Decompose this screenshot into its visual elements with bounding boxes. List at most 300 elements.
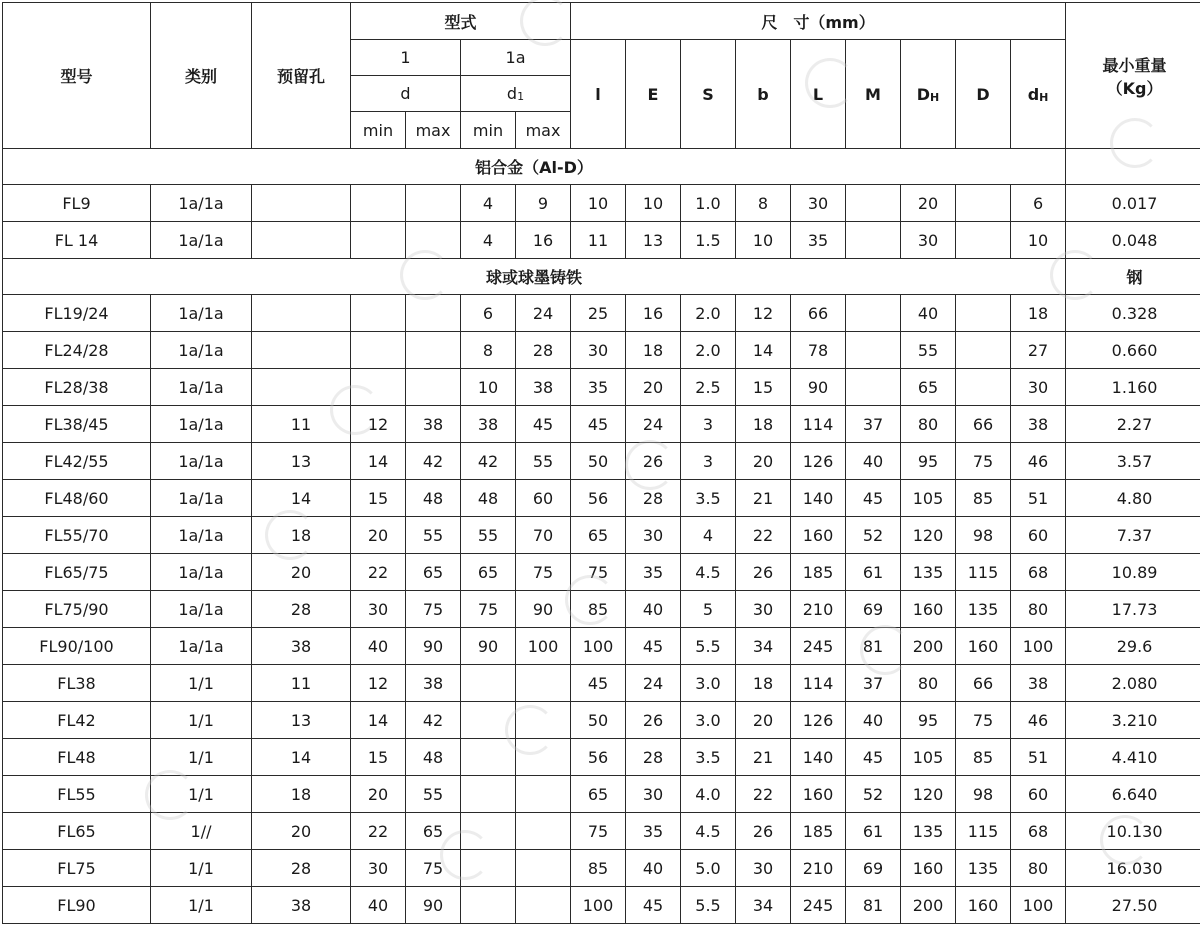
value-cell bbox=[516, 665, 571, 702]
table-row bbox=[3, 739, 1200, 776]
value-cell: 27.50 bbox=[1066, 887, 1200, 924]
header-dim-l: l bbox=[571, 40, 626, 149]
value-cell: 50 bbox=[571, 702, 626, 739]
value-cell bbox=[406, 222, 461, 259]
value-cell: 75 bbox=[461, 591, 516, 628]
value-cell: 200 bbox=[901, 887, 956, 924]
value-cell bbox=[846, 295, 901, 332]
header-d: d bbox=[351, 76, 461, 112]
value-cell: 20 bbox=[252, 813, 351, 850]
value-cell bbox=[846, 185, 901, 222]
value-cell: 85 bbox=[956, 739, 1011, 776]
value-cell: 60 bbox=[1011, 776, 1066, 813]
value-cell: 24 bbox=[516, 295, 571, 332]
value-cell: 13 bbox=[626, 222, 681, 259]
value-cell bbox=[461, 776, 516, 813]
value-cell: 30 bbox=[736, 591, 791, 628]
value-cell: 10.89 bbox=[1066, 554, 1200, 591]
value-cell: 20 bbox=[901, 185, 956, 222]
category-cell: 1/1 bbox=[151, 702, 252, 739]
value-cell: 4.5 bbox=[681, 813, 736, 850]
value-cell bbox=[516, 739, 571, 776]
value-cell: 26 bbox=[626, 443, 681, 480]
value-cell bbox=[516, 813, 571, 850]
header-category: 类别 bbox=[151, 3, 252, 149]
value-cell: 80 bbox=[1011, 591, 1066, 628]
value-cell: 46 bbox=[1011, 702, 1066, 739]
category-cell: 1// bbox=[151, 813, 252, 850]
value-cell: 66 bbox=[956, 665, 1011, 702]
header-dim-L: L bbox=[791, 40, 846, 149]
value-cell: 48 bbox=[461, 480, 516, 517]
value-cell: 4.0 bbox=[681, 776, 736, 813]
category-cell: 1a/1a bbox=[151, 517, 252, 554]
value-cell: 185 bbox=[791, 813, 846, 850]
value-cell bbox=[461, 702, 516, 739]
value-cell: 61 bbox=[846, 554, 901, 591]
value-cell: 65 bbox=[406, 554, 461, 591]
value-cell: 45 bbox=[571, 406, 626, 443]
table-row bbox=[3, 332, 1200, 369]
value-cell: 30 bbox=[791, 185, 846, 222]
value-cell: 65 bbox=[406, 813, 461, 850]
value-cell: 40 bbox=[901, 295, 956, 332]
model-cell: FL65/75 bbox=[3, 554, 151, 591]
value-cell: 1.5 bbox=[681, 222, 736, 259]
value-cell: 10.130 bbox=[1066, 813, 1200, 850]
value-cell: 55 bbox=[901, 332, 956, 369]
value-cell: 30 bbox=[626, 517, 681, 554]
table-row bbox=[3, 591, 1200, 628]
value-cell: 17.73 bbox=[1066, 591, 1200, 628]
value-cell: 114 bbox=[791, 406, 846, 443]
section-header-row bbox=[3, 259, 1200, 295]
model-cell: FL48/60 bbox=[3, 480, 151, 517]
value-cell: 42 bbox=[461, 443, 516, 480]
value-cell: 60 bbox=[516, 480, 571, 517]
value-cell: 140 bbox=[791, 739, 846, 776]
value-cell: 48 bbox=[406, 480, 461, 517]
header-model: 型号 bbox=[3, 3, 151, 149]
value-cell: 40 bbox=[626, 850, 681, 887]
category-cell: 1/1 bbox=[151, 776, 252, 813]
value-cell: 20 bbox=[736, 702, 791, 739]
table-body bbox=[3, 149, 1200, 924]
value-cell: 0.048 bbox=[1066, 222, 1200, 259]
header-d-max: max bbox=[406, 112, 461, 149]
value-cell: 65 bbox=[901, 369, 956, 406]
value-cell: 14 bbox=[252, 739, 351, 776]
value-cell: 185 bbox=[791, 554, 846, 591]
value-cell: 65 bbox=[571, 776, 626, 813]
value-cell: 20 bbox=[252, 554, 351, 591]
value-cell bbox=[406, 185, 461, 222]
value-cell: 11 bbox=[252, 665, 351, 702]
model-cell: FL48 bbox=[3, 739, 151, 776]
value-cell: 55 bbox=[406, 776, 461, 813]
value-cell bbox=[406, 332, 461, 369]
value-cell: 38 bbox=[252, 887, 351, 924]
value-cell bbox=[461, 850, 516, 887]
value-cell: 105 bbox=[901, 739, 956, 776]
category-cell: 1a/1a bbox=[151, 554, 252, 591]
value-cell: 30 bbox=[571, 332, 626, 369]
value-cell: 40 bbox=[626, 591, 681, 628]
header-dim-dH: dH bbox=[1011, 40, 1066, 149]
model-cell: FL42/55 bbox=[3, 443, 151, 480]
header-min-weight bbox=[1066, 3, 1200, 149]
value-cell: 40 bbox=[351, 628, 406, 665]
table-row bbox=[3, 813, 1200, 850]
value-cell: 11 bbox=[571, 222, 626, 259]
value-cell: 85 bbox=[571, 850, 626, 887]
value-cell: 100 bbox=[571, 887, 626, 924]
header-form: 型式 bbox=[351, 3, 571, 40]
value-cell: 30 bbox=[736, 850, 791, 887]
value-cell: 14 bbox=[351, 702, 406, 739]
value-cell: 30 bbox=[901, 222, 956, 259]
value-cell: 10 bbox=[461, 369, 516, 406]
value-cell: 14 bbox=[736, 332, 791, 369]
value-cell: 95 bbox=[901, 702, 956, 739]
value-cell: 20 bbox=[626, 369, 681, 406]
value-cell: 29.6 bbox=[1066, 628, 1200, 665]
value-cell: 0.017 bbox=[1066, 185, 1200, 222]
value-cell: 6.640 bbox=[1066, 776, 1200, 813]
category-cell: 1a/1a bbox=[151, 480, 252, 517]
value-cell: 37 bbox=[846, 665, 901, 702]
section-header-row bbox=[3, 149, 1200, 185]
category-cell: 1/1 bbox=[151, 739, 252, 776]
value-cell: 21 bbox=[736, 739, 791, 776]
value-cell: 22 bbox=[351, 813, 406, 850]
header-dim-M: M bbox=[846, 40, 901, 149]
value-cell: 50 bbox=[571, 443, 626, 480]
value-cell: 42 bbox=[406, 702, 461, 739]
value-cell: 38 bbox=[516, 369, 571, 406]
value-cell bbox=[351, 295, 406, 332]
value-cell: 135 bbox=[956, 850, 1011, 887]
category-cell: 1a/1a bbox=[151, 628, 252, 665]
value-cell: 135 bbox=[901, 554, 956, 591]
value-cell: 45 bbox=[571, 665, 626, 702]
value-cell bbox=[516, 850, 571, 887]
value-cell: 85 bbox=[956, 480, 1011, 517]
value-cell: 55 bbox=[461, 517, 516, 554]
value-cell: 126 bbox=[791, 702, 846, 739]
value-cell bbox=[351, 332, 406, 369]
value-cell bbox=[252, 332, 351, 369]
value-cell bbox=[956, 332, 1011, 369]
value-cell: 3 bbox=[681, 443, 736, 480]
value-cell: 140 bbox=[791, 480, 846, 517]
value-cell: 45 bbox=[626, 628, 681, 665]
value-cell: 100 bbox=[1011, 628, 1066, 665]
value-cell: 35 bbox=[571, 369, 626, 406]
value-cell: 245 bbox=[791, 628, 846, 665]
model-cell: FL55/70 bbox=[3, 517, 151, 554]
value-cell: 115 bbox=[956, 813, 1011, 850]
table-row bbox=[3, 480, 1200, 517]
value-cell: 4.410 bbox=[1066, 739, 1200, 776]
category-cell: 1/1 bbox=[151, 887, 252, 924]
header-form-1a: 1a bbox=[461, 40, 571, 76]
value-cell: 6 bbox=[461, 295, 516, 332]
header-dim-b: b bbox=[736, 40, 791, 149]
value-cell: 1.160 bbox=[1066, 369, 1200, 406]
value-cell: 10 bbox=[1011, 222, 1066, 259]
value-cell: 56 bbox=[571, 739, 626, 776]
model-cell: FL65 bbox=[3, 813, 151, 850]
value-cell: 28 bbox=[626, 480, 681, 517]
value-cell: 95 bbox=[901, 443, 956, 480]
category-cell: 1a/1a bbox=[151, 369, 252, 406]
value-cell bbox=[956, 222, 1011, 259]
value-cell: 60 bbox=[1011, 517, 1066, 554]
value-cell: 135 bbox=[956, 591, 1011, 628]
value-cell: 160 bbox=[791, 517, 846, 554]
value-cell: 16.030 bbox=[1066, 850, 1200, 887]
header-d-min: min bbox=[351, 112, 406, 149]
value-cell: 5.0 bbox=[681, 850, 736, 887]
table-row bbox=[3, 406, 1200, 443]
model-cell: FL28/38 bbox=[3, 369, 151, 406]
value-cell bbox=[406, 369, 461, 406]
value-cell: 2.080 bbox=[1066, 665, 1200, 702]
value-cell: 81 bbox=[846, 887, 901, 924]
header-d1-min: min bbox=[461, 112, 516, 149]
value-cell bbox=[846, 332, 901, 369]
category-cell: 1a/1a bbox=[151, 406, 252, 443]
value-cell: 115 bbox=[956, 554, 1011, 591]
value-cell: 4.80 bbox=[1066, 480, 1200, 517]
value-cell: 120 bbox=[901, 517, 956, 554]
value-cell: 90 bbox=[516, 591, 571, 628]
value-cell: 7.37 bbox=[1066, 517, 1200, 554]
category-cell: 1a/1a bbox=[151, 222, 252, 259]
model-cell: FL42 bbox=[3, 702, 151, 739]
value-cell: 16 bbox=[516, 222, 571, 259]
value-cell: 56 bbox=[571, 480, 626, 517]
value-cell: 38 bbox=[461, 406, 516, 443]
value-cell: 34 bbox=[736, 887, 791, 924]
value-cell: 15 bbox=[351, 480, 406, 517]
model-cell: FL9 bbox=[3, 185, 151, 222]
model-cell: FL 14 bbox=[3, 222, 151, 259]
value-cell: 12 bbox=[351, 665, 406, 702]
value-cell: 52 bbox=[846, 776, 901, 813]
table-row bbox=[3, 665, 1200, 702]
value-cell: 40 bbox=[846, 702, 901, 739]
value-cell: 80 bbox=[901, 665, 956, 702]
value-cell: 98 bbox=[956, 517, 1011, 554]
value-cell: 75 bbox=[956, 702, 1011, 739]
value-cell bbox=[516, 702, 571, 739]
value-cell: 30 bbox=[351, 591, 406, 628]
value-cell: 2.5 bbox=[681, 369, 736, 406]
value-cell: 70 bbox=[516, 517, 571, 554]
value-cell: 28 bbox=[252, 591, 351, 628]
value-cell: 5.5 bbox=[681, 628, 736, 665]
value-cell: 100 bbox=[1011, 887, 1066, 924]
value-cell: 27 bbox=[1011, 332, 1066, 369]
table-row bbox=[3, 185, 1200, 222]
value-cell: 48 bbox=[406, 739, 461, 776]
value-cell: 210 bbox=[791, 591, 846, 628]
value-cell bbox=[351, 369, 406, 406]
value-cell: 38 bbox=[1011, 665, 1066, 702]
value-cell: 3.5 bbox=[681, 480, 736, 517]
value-cell: 61 bbox=[846, 813, 901, 850]
value-cell: 55 bbox=[516, 443, 571, 480]
category-cell: 1a/1a bbox=[151, 185, 252, 222]
value-cell: 9 bbox=[516, 185, 571, 222]
value-cell: 12 bbox=[351, 406, 406, 443]
value-cell: 15 bbox=[736, 369, 791, 406]
value-cell: 20 bbox=[351, 517, 406, 554]
value-cell: 28 bbox=[516, 332, 571, 369]
value-cell: 24 bbox=[626, 406, 681, 443]
value-cell: 18 bbox=[736, 665, 791, 702]
value-cell: 160 bbox=[901, 850, 956, 887]
value-cell: 55 bbox=[406, 517, 461, 554]
value-cell bbox=[351, 185, 406, 222]
model-cell: FL19/24 bbox=[3, 295, 151, 332]
value-cell: 35 bbox=[791, 222, 846, 259]
value-cell: 20 bbox=[736, 443, 791, 480]
value-cell: 3.210 bbox=[1066, 702, 1200, 739]
model-cell: FL90 bbox=[3, 887, 151, 924]
value-cell: 8 bbox=[461, 332, 516, 369]
category-cell: 1a/1a bbox=[151, 443, 252, 480]
category-cell: 1/1 bbox=[151, 850, 252, 887]
value-cell: 66 bbox=[956, 406, 1011, 443]
value-cell: 12 bbox=[736, 295, 791, 332]
value-cell: 13 bbox=[252, 702, 351, 739]
header-dim-E: E bbox=[626, 40, 681, 149]
value-cell: 114 bbox=[791, 665, 846, 702]
model-cell: FL24/28 bbox=[3, 332, 151, 369]
value-cell: 75 bbox=[571, 554, 626, 591]
value-cell bbox=[406, 295, 461, 332]
value-cell: 90 bbox=[461, 628, 516, 665]
value-cell: 69 bbox=[846, 591, 901, 628]
value-cell bbox=[846, 222, 901, 259]
value-cell: 6 bbox=[1011, 185, 1066, 222]
value-cell: 160 bbox=[791, 776, 846, 813]
value-cell: 45 bbox=[846, 739, 901, 776]
value-cell: 0.660 bbox=[1066, 332, 1200, 369]
value-cell: 3.5 bbox=[681, 739, 736, 776]
table-row bbox=[3, 628, 1200, 665]
value-cell: 65 bbox=[571, 517, 626, 554]
section-side-label: 钢 bbox=[1066, 259, 1200, 295]
value-cell: 160 bbox=[956, 628, 1011, 665]
table-row bbox=[3, 369, 1200, 406]
header-weight-label: 最小重量 bbox=[1102, 55, 1167, 75]
header-dim-S: S bbox=[681, 40, 736, 149]
table-row bbox=[3, 850, 1200, 887]
value-cell: 78 bbox=[791, 332, 846, 369]
value-cell: 10 bbox=[736, 222, 791, 259]
value-cell bbox=[252, 295, 351, 332]
category-cell: 1a/1a bbox=[151, 332, 252, 369]
value-cell: 4 bbox=[681, 517, 736, 554]
value-cell: 30 bbox=[1011, 369, 1066, 406]
value-cell: 40 bbox=[351, 887, 406, 924]
value-cell: 35 bbox=[626, 813, 681, 850]
value-cell: 51 bbox=[1011, 480, 1066, 517]
value-cell: 90 bbox=[791, 369, 846, 406]
value-cell: 51 bbox=[1011, 739, 1066, 776]
value-cell: 21 bbox=[736, 480, 791, 517]
value-cell: 4 bbox=[461, 185, 516, 222]
value-cell: 100 bbox=[516, 628, 571, 665]
value-cell: 2.0 bbox=[681, 332, 736, 369]
value-cell bbox=[461, 813, 516, 850]
value-cell: 25 bbox=[571, 295, 626, 332]
value-cell: 16 bbox=[626, 295, 681, 332]
value-cell: 245 bbox=[791, 887, 846, 924]
header-dim-DH: DH bbox=[901, 40, 956, 149]
value-cell: 126 bbox=[791, 443, 846, 480]
value-cell: 30 bbox=[626, 776, 681, 813]
table-row bbox=[3, 222, 1200, 259]
value-cell: 5 bbox=[681, 591, 736, 628]
value-cell: 26 bbox=[736, 813, 791, 850]
category-cell: 1/1 bbox=[151, 665, 252, 702]
table-row bbox=[3, 887, 1200, 924]
header-dim-D: D bbox=[956, 40, 1011, 149]
value-cell: 3.57 bbox=[1066, 443, 1200, 480]
value-cell bbox=[461, 887, 516, 924]
value-cell: 81 bbox=[846, 628, 901, 665]
value-cell bbox=[252, 222, 351, 259]
value-cell: 13 bbox=[252, 443, 351, 480]
table-row bbox=[3, 776, 1200, 813]
header-form-1: 1 bbox=[351, 40, 461, 76]
value-cell: 18 bbox=[1011, 295, 1066, 332]
model-cell: FL90/100 bbox=[3, 628, 151, 665]
value-cell: 18 bbox=[252, 776, 351, 813]
value-cell: 28 bbox=[252, 850, 351, 887]
value-cell bbox=[956, 295, 1011, 332]
value-cell: 4 bbox=[461, 222, 516, 259]
header-d1: d1 bbox=[461, 76, 571, 112]
value-cell bbox=[956, 369, 1011, 406]
value-cell: 45 bbox=[846, 480, 901, 517]
coupling-spec-table bbox=[2, 2, 1200, 924]
value-cell: 22 bbox=[736, 517, 791, 554]
value-cell: 2.0 bbox=[681, 295, 736, 332]
value-cell: 3 bbox=[681, 406, 736, 443]
value-cell: 105 bbox=[901, 480, 956, 517]
value-cell bbox=[956, 185, 1011, 222]
value-cell: 30 bbox=[351, 850, 406, 887]
value-cell: 68 bbox=[1011, 554, 1066, 591]
value-cell: 24 bbox=[626, 665, 681, 702]
value-cell: 90 bbox=[406, 628, 461, 665]
value-cell: 52 bbox=[846, 517, 901, 554]
value-cell: 100 bbox=[571, 628, 626, 665]
value-cell: 75 bbox=[571, 813, 626, 850]
value-cell bbox=[252, 369, 351, 406]
value-cell: 26 bbox=[736, 554, 791, 591]
value-cell: 26 bbox=[626, 702, 681, 739]
value-cell: 0.328 bbox=[1066, 295, 1200, 332]
header-d1-max: max bbox=[516, 112, 571, 149]
value-cell: 160 bbox=[956, 887, 1011, 924]
